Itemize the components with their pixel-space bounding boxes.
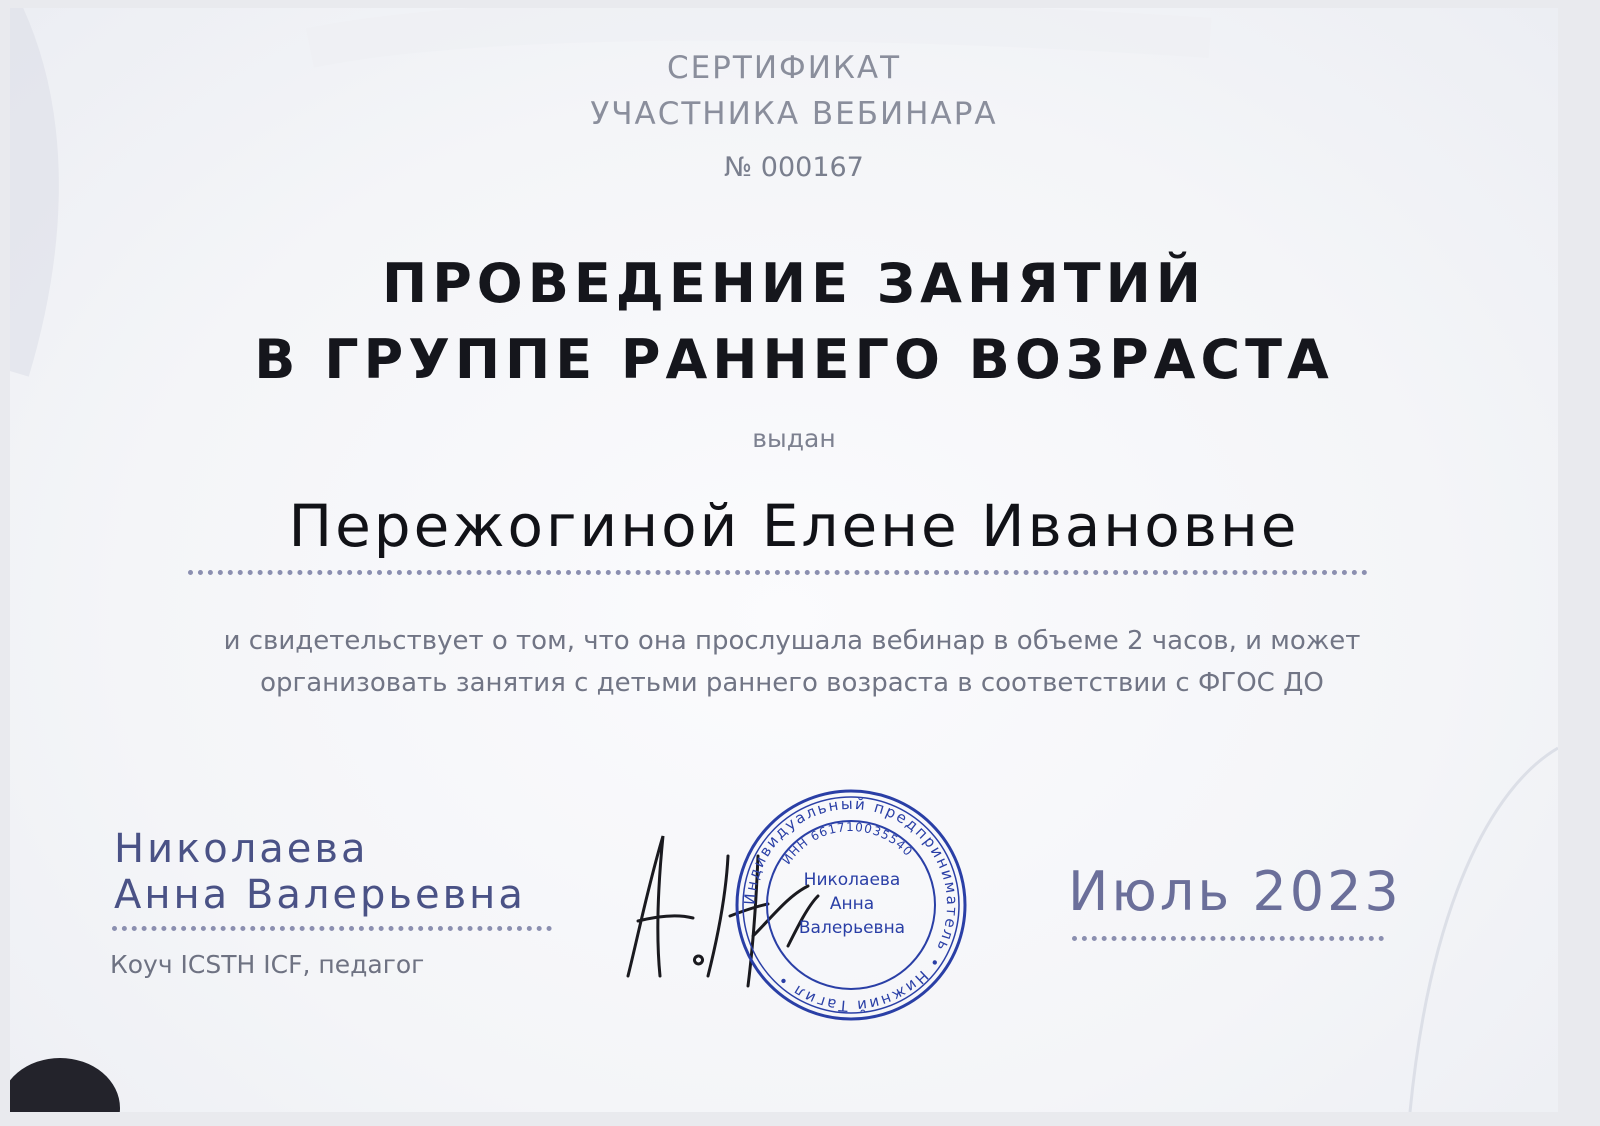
date-dotted-line <box>1072 936 1384 941</box>
course-title-line-1: ПРОВЕДЕНИЕ ЗАНЯТИЙ <box>382 252 1206 315</box>
stamp-center-line-1: Николаева <box>803 870 901 890</box>
course-title-line-2: В ГРУППЕ РАННЕГО ВОЗРАСТА <box>254 328 1334 391</box>
recipient-dotted-line <box>188 570 1368 575</box>
statement-text <box>18 620 1558 704</box>
issue-date: Июль 2023 <box>1068 860 1402 923</box>
issuer-given-names: Анна Валерьевна <box>114 872 526 918</box>
certificate-sheet <box>10 8 1558 1112</box>
stamp-ring-text: Индивидуальный предприниматель • Нижний Тагил • <box>740 794 962 1016</box>
dark-corner-mark <box>10 1038 130 1112</box>
stamp-center-text <box>782 868 922 940</box>
stamp-inn-text: ИНН 661710035540 <box>779 819 916 868</box>
stamp-center-line-3: Валерьевна <box>798 918 906 938</box>
certificate-title: СЕРТИФИКАТ <box>666 50 902 86</box>
statement-line-1: и свидетельствует о том, что она прослушала вебинар в объеме 2 часов, и может <box>223 626 1361 656</box>
certificate-subtitle: УЧАСТНИКА ВЕБИНАРА <box>590 96 998 132</box>
stamp-center-line-2: Анна <box>829 894 875 914</box>
issued-label: выдан <box>752 424 836 453</box>
issuer-surname: Николаева <box>114 826 369 872</box>
statement-line-2: организовать занятия с детьми раннего возраста в соответствии с ФГОС ДО <box>260 668 1324 698</box>
recipient-name: Пережогиной Елене Ивановне <box>288 492 1300 560</box>
issuer-dotted-line <box>112 926 552 931</box>
certificate-number: № 000167 <box>724 152 864 183</box>
issuer-role: Коуч ICSTH ICF, педагог <box>110 950 425 979</box>
